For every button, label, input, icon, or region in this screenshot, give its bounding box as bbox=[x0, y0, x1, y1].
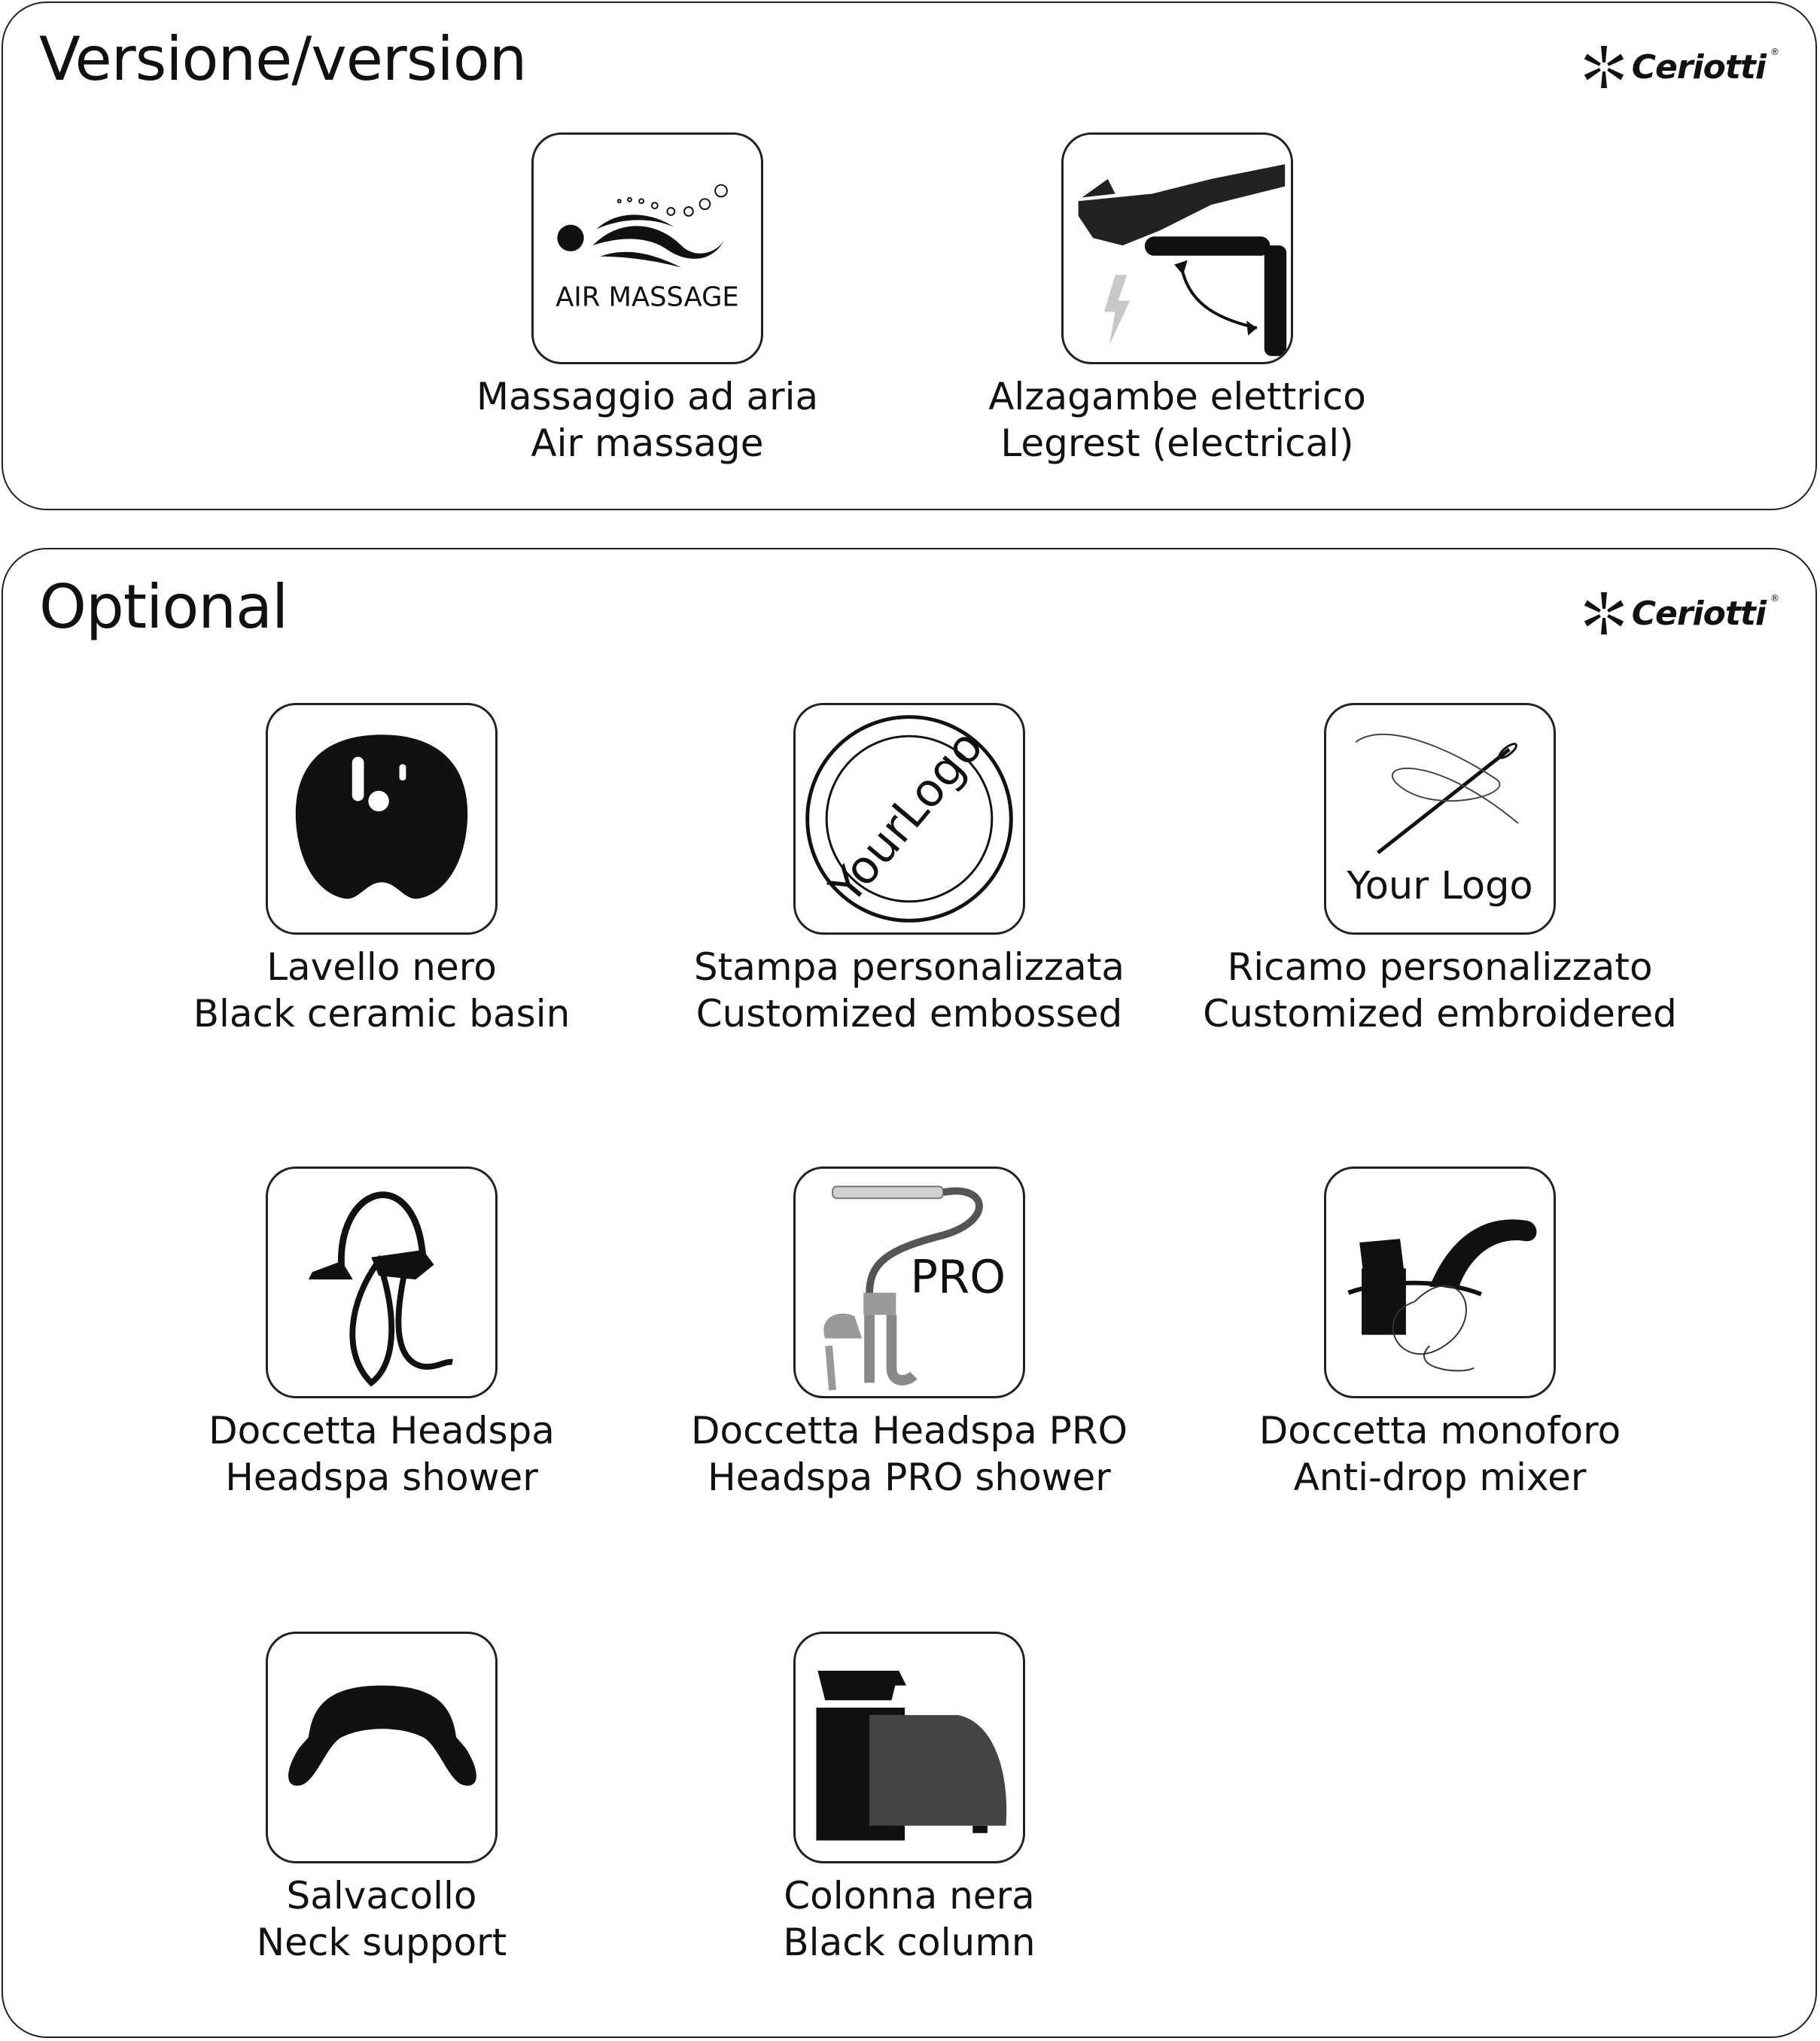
legrest-label-en: Legrest (electrical) bbox=[1000, 421, 1354, 465]
headspa-shower-icon bbox=[266, 1167, 498, 1398]
embossed-logo-icon bbox=[793, 703, 1025, 935]
feature-headspa-shower bbox=[118, 1167, 645, 1501]
version-title: Versione/version bbox=[39, 24, 527, 94]
brand-name: Ceriotti bbox=[1631, 47, 1766, 87]
air-massage-label-it: Massaggio ad aria bbox=[476, 375, 819, 418]
embroidered-label-en: Customized embroidered bbox=[1203, 992, 1677, 1036]
neck-support-label-en: Neck support bbox=[256, 1921, 507, 1964]
electric-legrest-icon bbox=[1061, 132, 1293, 364]
brand-logo bbox=[1581, 589, 1779, 638]
registered-mark: ® bbox=[1770, 47, 1779, 57]
basin-label-it: Lavello nero bbox=[266, 945, 497, 989]
column-label-en: Black column bbox=[783, 1921, 1036, 1964]
embossed-logo-text: YourLogo bbox=[820, 720, 994, 914]
black-column-icon bbox=[793, 1632, 1025, 1863]
feature-embroidered-logo bbox=[1176, 703, 1703, 1037]
column-label-it: Colonna nera bbox=[784, 1874, 1035, 1918]
optional-title: Optional bbox=[39, 572, 288, 642]
mixer-label-en: Anti-drop mixer bbox=[1293, 1455, 1587, 1499]
air-massage-icon bbox=[531, 132, 763, 364]
feature-neck-support bbox=[118, 1632, 645, 1966]
version-panel bbox=[2, 2, 1817, 510]
embossed-label-en: Customized embossed bbox=[695, 992, 1123, 1036]
headspa-pro-label-it: Doccetta Headspa PRO bbox=[691, 1409, 1128, 1452]
brand-star-icon bbox=[1581, 44, 1627, 90]
basin-label-en: Black ceramic basin bbox=[193, 992, 571, 1036]
brand-logo bbox=[1581, 42, 1779, 92]
feature-embossed-logo bbox=[646, 703, 1173, 1037]
embroidered-label-it: Ricamo personalizzato bbox=[1227, 945, 1653, 989]
legrest-label-it: Alzagambe elettrico bbox=[988, 375, 1366, 418]
mixer-label-it: Doccetta monoforo bbox=[1258, 1409, 1621, 1452]
embroidered-logo-icon bbox=[1324, 703, 1556, 935]
brand-star-icon bbox=[1581, 590, 1627, 637]
black-basin-icon bbox=[266, 703, 498, 935]
registered-mark: ® bbox=[1770, 593, 1779, 604]
feature-black-column bbox=[646, 1632, 1173, 1966]
headspa-label-en: Headspa shower bbox=[225, 1455, 538, 1499]
optional-panel bbox=[2, 548, 1817, 2038]
neck-support-icon bbox=[266, 1632, 498, 1863]
feature-electric-legrest bbox=[914, 132, 1441, 467]
feature-air-massage bbox=[384, 132, 911, 467]
embossed-label-it: Stampa personalizzata bbox=[693, 945, 1125, 989]
headspa-label-it: Doccetta Headspa bbox=[208, 1409, 555, 1452]
brand-name: Ceriotti bbox=[1631, 594, 1766, 633]
pro-text: PRO bbox=[910, 1251, 1006, 1304]
air-massage-icon-text: AIR MASSAGE bbox=[555, 281, 739, 313]
feature-black-basin bbox=[118, 703, 645, 1037]
embroidered-logo-text: Your Logo bbox=[1347, 863, 1533, 908]
neck-support-label-it: Salvacollo bbox=[286, 1874, 477, 1918]
headspa-pro-label-en: Headspa PRO shower bbox=[708, 1455, 1111, 1499]
feature-anti-drop-mixer bbox=[1176, 1167, 1703, 1501]
feature-headspa-pro-shower bbox=[646, 1167, 1173, 1501]
headspa-pro-shower-icon bbox=[793, 1167, 1025, 1398]
air-massage-label-en: Air massage bbox=[531, 421, 764, 465]
anti-drop-mixer-icon bbox=[1324, 1167, 1556, 1398]
